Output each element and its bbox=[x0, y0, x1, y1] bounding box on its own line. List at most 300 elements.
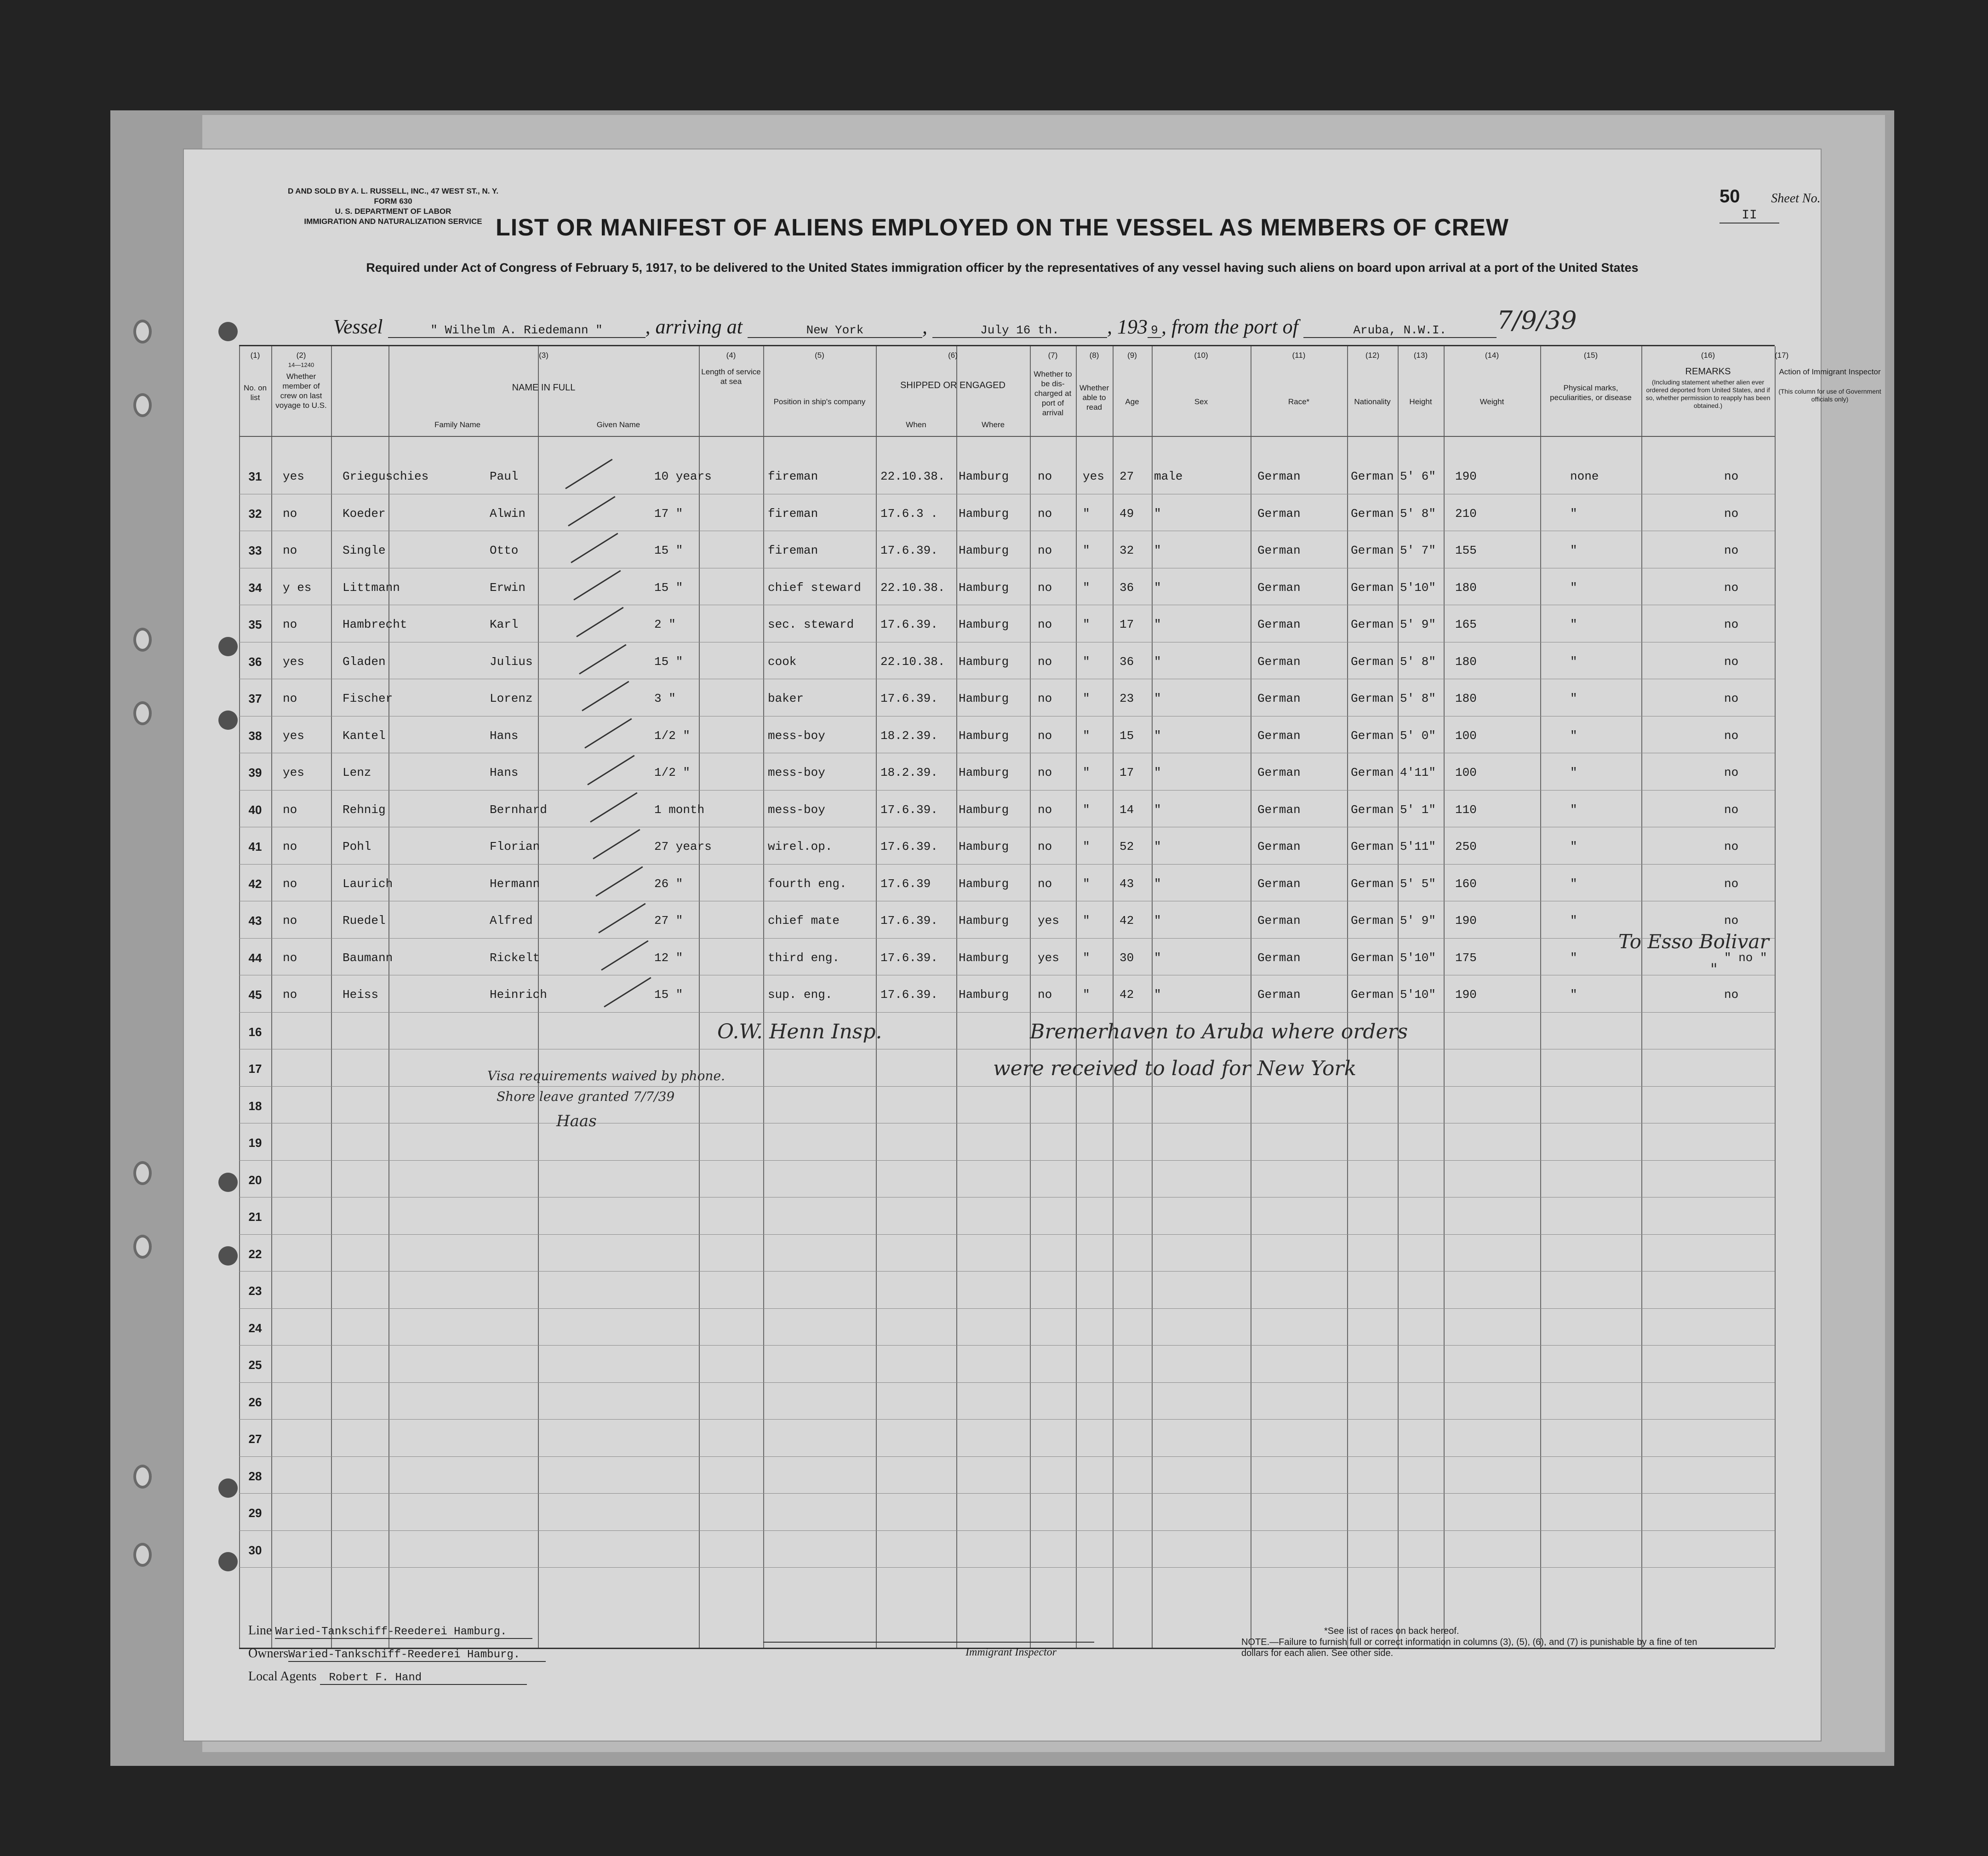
row-number: 36 bbox=[248, 654, 262, 669]
cell-remarks: no bbox=[1724, 580, 1739, 595]
row-number: 27 bbox=[248, 1432, 262, 1446]
inspector-signature: O.W. Henn Insp. bbox=[717, 1020, 882, 1043]
cell-where: Hamburg bbox=[959, 951, 1009, 965]
cell-length: 3 " bbox=[654, 692, 676, 705]
cell-prev: no bbox=[283, 692, 297, 705]
header-height: Height bbox=[1409, 397, 1432, 406]
cell-height: 5'11" bbox=[1400, 840, 1436, 854]
cell-sex: " bbox=[1154, 692, 1161, 705]
header-family: Family Name bbox=[434, 420, 481, 429]
cell-nat: German bbox=[1351, 654, 1394, 669]
service: IMMIGRATION AND NATURALIZATION SERVICE bbox=[304, 217, 482, 226]
line-value: Waried-Tankschiff-Reederei Hamburg. bbox=[275, 1626, 532, 1639]
cell-remarks: no bbox=[1724, 802, 1739, 817]
header-whether-member: Whether member of crew on last voyage to U.S. bbox=[275, 372, 327, 410]
row-number: 41 bbox=[248, 840, 262, 854]
colnum-9: (9) bbox=[1127, 351, 1137, 360]
cell-age: 42 bbox=[1120, 988, 1134, 1002]
row-rule bbox=[239, 1382, 1775, 1383]
vessel-name: " Wilhelm A. Riedemann " bbox=[388, 323, 646, 338]
cell-phys: " bbox=[1570, 692, 1577, 705]
cell-age: 42 bbox=[1120, 914, 1134, 928]
header-where: Where bbox=[981, 420, 1005, 429]
cell-prev: no bbox=[283, 988, 297, 1002]
cell-height: 5' 9" bbox=[1400, 618, 1436, 631]
footer-agents bbox=[248, 1669, 527, 1685]
cell-prev: no bbox=[283, 544, 297, 557]
cell-nat: German bbox=[1351, 544, 1394, 557]
cell-sex: " bbox=[1154, 914, 1161, 928]
cell-nat: German bbox=[1351, 876, 1394, 891]
cell-read: " bbox=[1083, 692, 1090, 705]
header-age: Age bbox=[1125, 397, 1139, 406]
cell-race: German bbox=[1257, 618, 1301, 631]
cell-height: 5'10" bbox=[1400, 580, 1436, 595]
cell-phys: " bbox=[1570, 988, 1577, 1002]
cell-sex: " bbox=[1154, 654, 1161, 669]
cell-sex: " bbox=[1154, 580, 1161, 595]
cell-disch: no bbox=[1038, 470, 1052, 483]
cell-given: Lorenz bbox=[490, 692, 533, 705]
header-nationality: Nationality bbox=[1354, 397, 1391, 406]
header-action-sub: (This column for use of Government officials only) bbox=[1778, 388, 1881, 403]
shore-leave-note: Shore leave granted 7/7/39 bbox=[497, 1089, 675, 1104]
cell-length: 1 month bbox=[654, 802, 705, 817]
cell-where: Hamburg bbox=[959, 618, 1009, 631]
cell-family: Baumann bbox=[343, 951, 393, 965]
header-remarks-sub: (Including statement whether alien ever ordered deported from United States, and if so, whether permission to reapply has been obtained.) bbox=[1645, 378, 1771, 409]
footer-owners bbox=[248, 1646, 546, 1662]
cell-weight: 190 bbox=[1455, 914, 1477, 928]
cell-remarks: " no " bbox=[1724, 951, 1767, 965]
row-number: 30 bbox=[248, 1543, 262, 1557]
check-mark bbox=[582, 681, 629, 711]
cell-where: Hamburg bbox=[959, 470, 1009, 483]
cell-race: German bbox=[1257, 988, 1301, 1002]
cell-family: Lenz bbox=[343, 766, 371, 779]
binder-ring bbox=[133, 1465, 152, 1489]
header-action: Action of Immigrant Inspector bbox=[1779, 367, 1881, 376]
cell-weight: 100 bbox=[1455, 766, 1477, 779]
row-rule bbox=[239, 1234, 1775, 1235]
cell-height: 5' 6" bbox=[1400, 470, 1436, 483]
cell-where: Hamburg bbox=[959, 692, 1009, 705]
cell-when: 18.2.39. bbox=[880, 728, 938, 743]
cell-age: 23 bbox=[1120, 692, 1134, 705]
cell-sex: " bbox=[1154, 766, 1161, 779]
cell-age: 27 bbox=[1120, 470, 1134, 483]
binder-ring bbox=[133, 320, 152, 344]
line-label: Line bbox=[248, 1623, 272, 1638]
colnum-13: (13) bbox=[1413, 351, 1428, 360]
sheet-value: II bbox=[1720, 208, 1779, 223]
cell-sex: " bbox=[1154, 951, 1161, 965]
binder-ring bbox=[133, 1543, 152, 1567]
cell-race: German bbox=[1257, 766, 1301, 779]
cell-age: 52 bbox=[1120, 840, 1134, 854]
column-rule bbox=[876, 346, 877, 1648]
agents-value: Robert F. Hand bbox=[320, 1672, 527, 1685]
check-mark bbox=[568, 496, 615, 526]
arrival-port: New York bbox=[748, 323, 922, 338]
cell-weight: 175 bbox=[1455, 951, 1477, 965]
header-race: Race* bbox=[1288, 397, 1310, 406]
binder-ring bbox=[133, 1235, 152, 1259]
check-mark bbox=[604, 977, 651, 1008]
cell-weight: 180 bbox=[1455, 580, 1477, 595]
cell-weight: 110 bbox=[1455, 802, 1477, 817]
cell-position: third eng. bbox=[768, 951, 840, 965]
cell-position: fireman bbox=[768, 544, 818, 557]
cell-when: 17.6.39. bbox=[880, 802, 938, 817]
cell-weight: 210 bbox=[1455, 506, 1477, 521]
route-note-line-2: were received to load for New York bbox=[993, 1057, 1357, 1080]
cell-nat: German bbox=[1351, 951, 1394, 965]
row-rule bbox=[239, 1345, 1775, 1346]
cell-weight: 155 bbox=[1455, 544, 1477, 557]
column-rule bbox=[1641, 346, 1642, 1648]
cell-remarks: no bbox=[1724, 840, 1739, 854]
cell-remarks: no bbox=[1724, 470, 1739, 483]
cell-disch: no bbox=[1038, 728, 1052, 743]
crew-table bbox=[239, 345, 1881, 1649]
cell-sex: male bbox=[1154, 470, 1183, 483]
cell-where: Hamburg bbox=[959, 580, 1009, 595]
cell-prev: yes bbox=[283, 470, 304, 483]
check-mark bbox=[565, 459, 612, 489]
cell-height: 4'11" bbox=[1400, 766, 1436, 779]
cell-phys: " bbox=[1570, 766, 1577, 779]
row-rule bbox=[239, 1308, 1775, 1309]
cell-read: " bbox=[1083, 802, 1090, 817]
row-number: 32 bbox=[248, 506, 262, 521]
cell-phys: none bbox=[1570, 470, 1599, 483]
row-number: 17 bbox=[248, 1062, 262, 1076]
header-discharged: Whether to be dis-charged at port of arrival bbox=[1034, 370, 1072, 417]
cell-remarks: no bbox=[1724, 766, 1739, 779]
colnum-7: (7) bbox=[1048, 351, 1058, 360]
cell-read: " bbox=[1083, 580, 1090, 595]
header-when: When bbox=[906, 420, 926, 429]
row-rule bbox=[239, 1012, 1775, 1013]
row-number: 37 bbox=[248, 692, 262, 705]
cell-race: German bbox=[1257, 876, 1301, 891]
header-remarks: REMARKS bbox=[1685, 367, 1731, 377]
footer-line bbox=[248, 1623, 532, 1639]
inspector-signature-line bbox=[763, 1642, 1094, 1643]
row-rule bbox=[239, 938, 1775, 939]
cell-given: Paul bbox=[490, 470, 519, 483]
row-rule bbox=[239, 790, 1775, 791]
colnum-8: (8) bbox=[1089, 351, 1099, 360]
punch-hole bbox=[218, 1246, 238, 1266]
column-rule bbox=[239, 346, 240, 1648]
cell-position: sec. steward bbox=[768, 618, 854, 631]
column-rule bbox=[331, 346, 332, 1648]
cell-prev: y es bbox=[283, 580, 312, 595]
header-name: NAME IN FULL bbox=[512, 383, 576, 393]
cell-when: 18.2.39. bbox=[880, 766, 938, 779]
column-rule bbox=[763, 346, 764, 1648]
cell-disch: no bbox=[1038, 544, 1052, 557]
cell-remarks: no bbox=[1724, 506, 1739, 521]
cell-remarks: no bbox=[1724, 618, 1739, 631]
check-mark bbox=[571, 533, 618, 563]
cell-prev: yes bbox=[283, 728, 304, 743]
cell-read: " bbox=[1083, 914, 1090, 928]
cell-position: chief mate bbox=[768, 914, 840, 928]
header-sex: Sex bbox=[1194, 397, 1208, 406]
row-rule bbox=[239, 864, 1775, 865]
binder-ring bbox=[133, 628, 152, 652]
colnum-16: (16) bbox=[1701, 351, 1715, 360]
cell-height: 5' 7" bbox=[1400, 544, 1436, 557]
check-mark bbox=[598, 903, 646, 934]
cell-given: Alwin bbox=[490, 506, 526, 521]
header-weight: Weight bbox=[1480, 397, 1504, 406]
footer-note bbox=[1241, 1626, 1701, 1659]
cell-where: Hamburg bbox=[959, 840, 1009, 854]
cell-given: Florian bbox=[490, 840, 540, 854]
cell-race: German bbox=[1257, 506, 1301, 521]
cell-family: Gladen bbox=[343, 654, 386, 669]
cell-nat: German bbox=[1351, 506, 1394, 521]
header-form-code: 14—1240 bbox=[288, 361, 314, 368]
sheet-label: Sheet No. bbox=[1771, 191, 1821, 206]
punch-hole bbox=[218, 1552, 238, 1571]
cell-sex: " bbox=[1154, 506, 1161, 521]
cell-given: Karl bbox=[490, 618, 519, 631]
from-label: , from the port of bbox=[1161, 315, 1298, 338]
cell-when: 17.6.39. bbox=[880, 840, 938, 854]
cell-when: 17.6.39 bbox=[880, 876, 931, 891]
ditto-mark: " bbox=[1710, 960, 1718, 979]
cell-length: 1/2 " bbox=[654, 766, 691, 779]
punch-hole bbox=[218, 1478, 238, 1498]
row-number: 28 bbox=[248, 1469, 262, 1483]
header-no: No. on list bbox=[243, 384, 267, 402]
cell-weight: 190 bbox=[1455, 470, 1477, 483]
cell-race: German bbox=[1257, 654, 1301, 669]
cell-prev: no bbox=[283, 876, 297, 891]
header-physical: Physical marks, peculiarities, or disease bbox=[1550, 384, 1632, 402]
cell-position: fireman bbox=[768, 506, 818, 521]
row-number: 16 bbox=[248, 1025, 262, 1039]
column-rule bbox=[956, 346, 957, 1648]
row-number: 44 bbox=[248, 951, 262, 965]
header-given: Given Name bbox=[596, 420, 640, 429]
cell-age: 36 bbox=[1120, 580, 1134, 595]
agents-label: Local Agents bbox=[248, 1669, 317, 1684]
punch-hole bbox=[218, 1173, 238, 1192]
colnum-3: (3) bbox=[539, 351, 548, 360]
cell-disch: yes bbox=[1038, 951, 1059, 965]
punch-hole bbox=[218, 322, 238, 341]
arrival-date: July 16 th. bbox=[932, 323, 1107, 338]
page-stamp: 50 bbox=[1720, 186, 1740, 206]
esso-bolivar-note: To Esso Bolivar bbox=[1618, 930, 1769, 953]
cell-read: yes bbox=[1083, 470, 1104, 483]
row-number: 38 bbox=[248, 728, 262, 743]
cell-disch: no bbox=[1038, 840, 1052, 854]
cell-length: 27 years bbox=[654, 840, 712, 854]
cell-given: Heinrich bbox=[490, 988, 547, 1002]
cell-age: 49 bbox=[1120, 506, 1134, 521]
cell-length: 27 " bbox=[654, 914, 683, 928]
year-label: , 193 bbox=[1107, 315, 1148, 338]
cell-where: Hamburg bbox=[959, 506, 1009, 521]
cell-length: 15 " bbox=[654, 988, 683, 1002]
cell-age: 17 bbox=[1120, 766, 1134, 779]
column-rule bbox=[1775, 346, 1776, 1648]
column-rule bbox=[1152, 346, 1153, 1648]
owners-label: Owners bbox=[248, 1646, 289, 1661]
row-number: 20 bbox=[248, 1173, 262, 1187]
cell-read: " bbox=[1083, 876, 1090, 891]
cell-remarks: no bbox=[1724, 988, 1739, 1002]
column-rule bbox=[1113, 346, 1114, 1648]
cell-given: Rickelt bbox=[490, 951, 540, 965]
row-rule bbox=[239, 1567, 1775, 1568]
cell-when: 17.6.39. bbox=[880, 951, 938, 965]
row-number: 43 bbox=[248, 914, 262, 928]
cell-disch: no bbox=[1038, 766, 1052, 779]
colnum-12: (12) bbox=[1365, 351, 1380, 360]
races-note: *See list of races on back hereof. bbox=[1324, 1626, 1459, 1636]
cell-age: 43 bbox=[1120, 876, 1134, 891]
cell-given: Julius bbox=[490, 654, 533, 669]
cell-prev: no bbox=[283, 914, 297, 928]
row-number: 33 bbox=[248, 544, 262, 557]
cell-phys: " bbox=[1570, 876, 1577, 891]
cell-when: 22.10.38. bbox=[880, 470, 945, 483]
column-rule bbox=[1347, 346, 1348, 1648]
page-subtitle: Required under Act of Congress of February 5, 1917, to be delivered to the United States immigration officer by the representatives of any vessel having such aliens on board upon arrival at a port of the United States bbox=[366, 261, 1639, 275]
cell-position: fireman bbox=[768, 470, 818, 483]
cell-phys: " bbox=[1570, 654, 1577, 669]
cell-position: chief steward bbox=[768, 580, 861, 595]
cell-prev: no bbox=[283, 951, 297, 965]
cell-race: German bbox=[1257, 840, 1301, 854]
cell-position: mess-boy bbox=[768, 802, 825, 817]
colnum-6: (6) bbox=[948, 351, 958, 360]
cell-sex: " bbox=[1154, 728, 1161, 743]
cell-race: German bbox=[1257, 692, 1301, 705]
cell-weight: 160 bbox=[1455, 876, 1477, 891]
cell-race: German bbox=[1257, 470, 1301, 483]
cell-where: Hamburg bbox=[959, 988, 1009, 1002]
cell-remarks: no bbox=[1724, 544, 1739, 557]
header-shipped: SHIPPED OR ENGAGED bbox=[900, 380, 1005, 390]
cell-length: 12 " bbox=[654, 951, 683, 965]
vessel-label: Vessel bbox=[333, 315, 383, 338]
cell-position: wirel.op. bbox=[768, 840, 833, 854]
cell-phys: " bbox=[1570, 728, 1577, 743]
cell-given: Hermann bbox=[490, 876, 540, 891]
punch-hole bbox=[218, 637, 238, 656]
colnum-15: (15) bbox=[1583, 351, 1598, 360]
cell-weight: 250 bbox=[1455, 840, 1477, 854]
cell-length: 26 " bbox=[654, 876, 683, 891]
colnum-17: (17) bbox=[1775, 351, 1789, 360]
check-mark bbox=[573, 570, 621, 600]
cell-length: 10 years bbox=[654, 470, 712, 483]
visa-note: Visa requirements waived by phone. bbox=[487, 1068, 725, 1083]
cell-height: 5' 5" bbox=[1400, 876, 1436, 891]
cell-where: Hamburg bbox=[959, 728, 1009, 743]
publisher-line: D AND SOLD BY A. L. RUSSELL, INC., 47 WEST ST., N. Y. bbox=[287, 187, 499, 195]
punch-hole bbox=[218, 710, 238, 730]
cell-read: " bbox=[1083, 654, 1090, 669]
binder-ring bbox=[133, 393, 152, 417]
cell-age: 15 bbox=[1120, 728, 1134, 743]
cell-given: Bernhard bbox=[490, 802, 547, 817]
cell-race: German bbox=[1257, 580, 1301, 595]
row-number: 26 bbox=[248, 1395, 262, 1409]
cell-where: Hamburg bbox=[959, 802, 1009, 817]
check-mark bbox=[584, 718, 632, 748]
cell-sex: " bbox=[1154, 618, 1161, 631]
cell-nat: German bbox=[1351, 470, 1394, 483]
cell-length: 15 " bbox=[654, 654, 683, 669]
cell-prev: no bbox=[283, 506, 297, 521]
column-rule bbox=[1030, 346, 1031, 1648]
cell-phys: " bbox=[1570, 580, 1577, 595]
cell-when: 22.10.38. bbox=[880, 654, 945, 669]
row-number: 40 bbox=[248, 802, 262, 817]
form-number: FORM 630 bbox=[374, 197, 412, 206]
binder-ring bbox=[133, 701, 152, 725]
cell-read: " bbox=[1083, 544, 1090, 557]
header-position: Position in ship's company bbox=[773, 397, 866, 406]
row-rule bbox=[239, 1271, 1775, 1272]
column-rule bbox=[1444, 346, 1445, 1648]
cell-when: 17.6.3 . bbox=[880, 506, 938, 521]
check-mark bbox=[595, 866, 643, 896]
cell-phys: " bbox=[1570, 544, 1577, 557]
colnum-2: (2) bbox=[296, 351, 306, 360]
department: U. S. DEPARTMENT OF LABOR bbox=[335, 207, 451, 216]
cell-nat: German bbox=[1351, 618, 1394, 631]
cell-prev: no bbox=[283, 840, 297, 854]
check-mark bbox=[601, 940, 648, 970]
cell-sex: " bbox=[1154, 840, 1161, 854]
cell-weight: 190 bbox=[1455, 988, 1477, 1002]
binder-ring bbox=[133, 1161, 152, 1185]
cell-length: 1/2 " bbox=[654, 728, 691, 743]
row-number: 23 bbox=[248, 1284, 262, 1298]
cell-length: 17 " bbox=[654, 506, 683, 521]
cell-read: " bbox=[1083, 506, 1090, 521]
cell-given: Hans bbox=[490, 728, 519, 743]
column-rule bbox=[1540, 346, 1541, 1648]
cell-read: " bbox=[1083, 951, 1090, 965]
cell-family: Grieguschies bbox=[343, 470, 429, 483]
row-rule bbox=[239, 1086, 1775, 1087]
cell-race: German bbox=[1257, 728, 1301, 743]
manifest-sheet bbox=[184, 149, 1881, 1741]
cell-family: Littmann bbox=[343, 580, 400, 595]
row-number: 29 bbox=[248, 1506, 262, 1520]
cell-age: 32 bbox=[1120, 544, 1134, 557]
row-rule bbox=[239, 1160, 1775, 1161]
cell-sex: " bbox=[1154, 988, 1161, 1002]
cell-phys: " bbox=[1570, 840, 1577, 854]
cell-age: 14 bbox=[1120, 802, 1134, 817]
column-rule bbox=[1398, 346, 1399, 1648]
inspector-initials: Haas bbox=[556, 1112, 597, 1130]
cell-read: " bbox=[1083, 728, 1090, 743]
